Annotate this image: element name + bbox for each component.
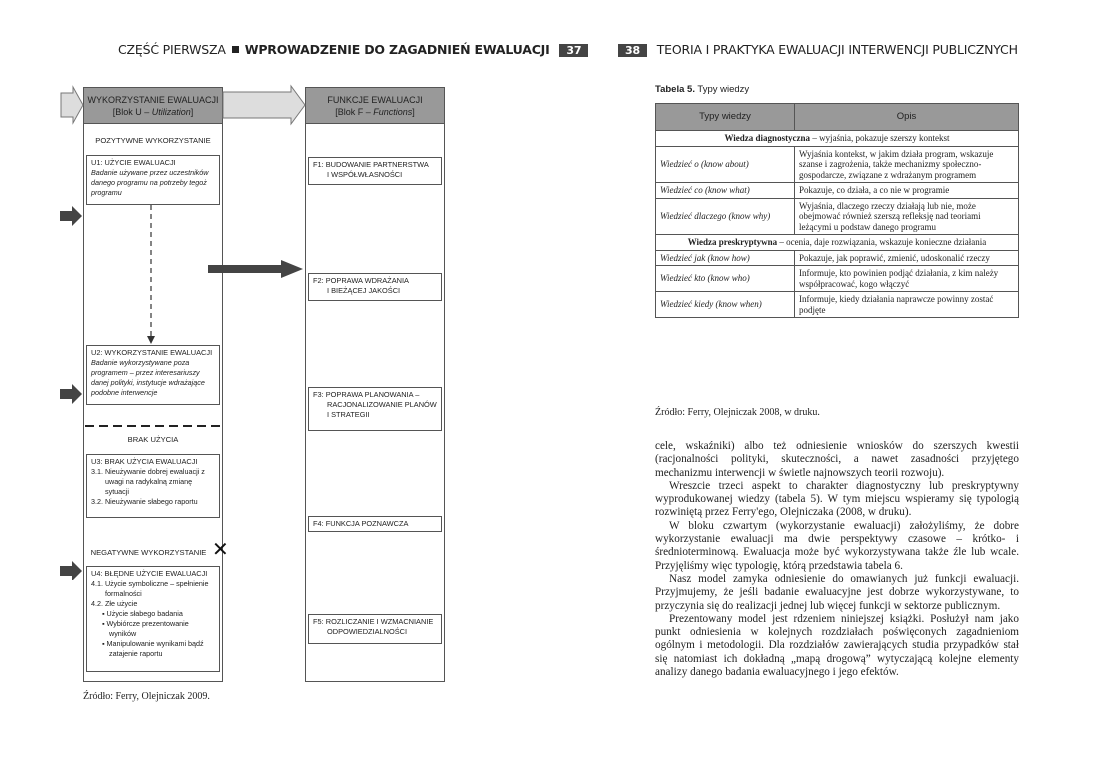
table-row	[656, 198, 1019, 235]
u4-title: U4: BŁĘDNE UŻYCIE EWALUACJI	[91, 569, 208, 578]
negative-use-label: NEGATYWNE WYKORZYSTANIE	[90, 548, 207, 557]
u1-box	[86, 155, 220, 205]
table-cell-type: Wiedzieć kto (know who)	[656, 266, 795, 292]
positive-use-label: POZYTYWNE WYKORZYSTANIE	[95, 136, 211, 145]
f3-line-3: I STRATEGII	[327, 410, 370, 419]
f1-box	[308, 157, 442, 185]
f2-box	[308, 273, 442, 301]
u1-title: U1: UŻYCIE EWALUACJI	[91, 158, 176, 167]
section-prescriptive: Wiedza preskryptywna – ocenia, daje rozwiązania, wskazuje konieczne działania	[656, 235, 1019, 251]
f1-line-1: F1: BUDOWANIE PARTNERSTWA	[313, 160, 429, 169]
table-cell-desc: Informuje, kto powinien podjąć działania, z kim należy współpracować, kogo włączyć	[795, 266, 1019, 292]
u3-item-2: 3.2. Nieużywanie słabego raportu	[91, 497, 198, 506]
table-section-row	[656, 131, 1019, 147]
table-cell-type: Wiedzieć o (know about)	[656, 146, 795, 183]
arrow-to-f2-icon	[208, 260, 303, 278]
book-title: TEORIA I PRAKTYKA EWALUACJI INTERWENCJI PUBLICZNYCH	[656, 42, 1018, 57]
table-cell-desc: Wyjaśnia, dlaczego rzeczy działają lub nie, może obejmować również szerszą refleksję nad teoriami leżącymi u podstaw danego programu	[795, 198, 1019, 235]
f2-line-2: I BIEŻĄCEJ JAKOŚCI	[327, 286, 401, 295]
dashed-arrowhead-icon	[147, 336, 155, 344]
u4-subitems	[91, 609, 215, 659]
section-diagnostic: Wiedza diagnostyczna – wyjaśnia, pokazuje szerszy kontekst	[656, 131, 1019, 147]
f4-line-1: F4: FUNKCJA POZNAWCZA	[313, 519, 409, 528]
table-cell-type: Wiedzieć kiedy (know when)	[656, 292, 795, 318]
paragraph: cele, wskaźniki) albo też odniesienie wniosków do szerszych kwestii (racjonalności polityki, skuteczności, a nawet zasadności przyjętego mechanizmu interwencji w świetle najnowszych teorii rozwoju).	[655, 440, 1019, 479]
table-caption-number: Tabela 5.	[655, 84, 695, 95]
u3-box	[86, 454, 220, 518]
paragraph: Wreszcie trzeci aspekt to charakter diagnostyczny lub preskryptywny wyprodukowanej wiedzy (tabela 5). W tym miejscu wspieramy się typologią rozwiniętą przez Ferry'ego, Olejniczaka (2008, w druku).	[655, 479, 1019, 519]
diagram-source: Źródło: Ferry, Olejniczak 2009.	[83, 691, 210, 702]
table-cell-desc: Wyjaśnia kontekst, w jakim działa program, wskazuje szanse i zagrożenia, także mechanizmy społeczno-gospodarcze, związane z wdrażanym programem	[795, 146, 1019, 183]
column-header: Opis	[795, 104, 1019, 131]
table-row	[656, 183, 1019, 199]
table-caption-text: Typy wiedzy	[694, 84, 750, 95]
page-number-37: 37	[559, 44, 588, 57]
u4-item-1: 4.1. Użycie symboliczne – spełnienie formalności	[91, 579, 209, 598]
u4-subitem: ▪ Manipulowanie wynikami bądź zatajenie raportu	[102, 639, 204, 658]
column-u-subtitle: [Blok U – Utilization]	[112, 107, 194, 117]
square-bullet-icon	[232, 46, 239, 53]
chapter-title: WPROWADZENIE DO ZAGADNIEŃ EWALUACJI	[244, 42, 550, 57]
paragraph: Nasz model zamyka odniesienie do omawianych już funkcji ewaluacji. Przyjmujemy, że jeśli badanie ewaluacyjne jest dobrze wykorzystywane, to przyczynia się do realizacji jednej lub więcej funkcji w sektorze publicznym.	[655, 572, 1019, 612]
table-row	[656, 250, 1019, 266]
u4-box	[86, 566, 220, 672]
body-text	[655, 440, 1019, 679]
f5-line-1: F5: ROZLICZANIE I WZMACNIANIE	[313, 617, 434, 626]
column-header: Typy wiedzy	[656, 104, 795, 131]
side-arrow-u1-icon	[60, 206, 82, 226]
u3-item-1: 3.1. Nieużywanie dobrej ewaluacji z uwagi na radykalną zmianę sytuacji	[91, 467, 205, 496]
table-cell-type: Wiedzieć co (know what)	[656, 183, 795, 199]
table-header-row	[656, 104, 1019, 131]
u2-description: Badanie wykorzystywane poza programem – przez interesariuszy danej polityki, instytucje wdrażające podobne interwencje	[91, 358, 205, 397]
knowledge-types-table	[655, 103, 1019, 318]
connector-arrow-icon	[223, 86, 305, 124]
table-row	[656, 292, 1019, 318]
x-mark-icon: ✕	[212, 539, 229, 561]
table-cell-desc: Pokazuje, co działa, a co nie w programie	[795, 183, 1019, 199]
table-row	[656, 266, 1019, 292]
paragraph: W bloku czwartym (wykorzystanie ewaluacji) założyliśmy, że dobre wykorzystanie ewaluacji ma dwie perspektywy czasowe – krótko- i średnioterminową. Ewaluacja może być wykorzystywana także źle lub wcale. Przyjęliśmy więc typologię, którą przedstawia tabela 6.	[655, 519, 1019, 572]
column-f-subtitle: [Blok F – Functions]	[335, 107, 415, 117]
f1-line-2: I WSPÓŁWŁASNOŚCI	[327, 170, 403, 179]
column-u-title: WYKORZYSTANIE EWALUACJI	[87, 95, 219, 105]
knowledge-types-table-wrap	[655, 103, 1019, 318]
right-running-header	[618, 42, 1018, 57]
part-label: CZĘŚĆ PIERWSZA	[118, 42, 226, 57]
f5-box	[308, 614, 442, 644]
side-arrow-u2-icon	[60, 384, 82, 404]
column-f-header	[305, 87, 445, 124]
no-use-label: BRAK UŻYCIA	[127, 435, 179, 444]
u1-description: Badanie używane przez uczestników danego programu na potrzeby tegoż programu	[91, 168, 209, 197]
table-section-row	[656, 235, 1019, 251]
f3-box	[308, 387, 442, 431]
table-row	[656, 146, 1019, 183]
side-arrow-u4-icon	[60, 561, 82, 580]
f3-line-2: RACJONALIZOWANIE PLANÓW	[327, 400, 437, 409]
table-caption	[655, 84, 749, 95]
table-cell-type: Wiedzieć jak (know how)	[656, 250, 795, 266]
column-f-title: FUNKCJE EWALUACJI	[327, 95, 423, 105]
f3-line-1: F3: POPRAWA PLANOWANIA –	[313, 390, 420, 399]
table-cell-desc: Pokazuje, jak poprawić, zmienić, udoskonalić rzeczy	[795, 250, 1019, 266]
paragraph: Prezentowany model jest rdzeniem niniejszej książki. Posłużył nam jako punkt odniesienia w kolejnych rozdziałach poświęconych zagadnieniom ogólnym i metodologii. Dla rozdziałów zawierających studia przypadków stał się natomiast ich dokładną „mapą drogową” wytyczającą kolejne elementy analizy danego badania ewaluacyjnego i jego efektów.	[655, 612, 1019, 679]
u3-title: U3: BRAK UŻYCIA EWALUACJI	[91, 457, 198, 466]
left-running-header	[118, 42, 588, 57]
entry-arrow-icon	[61, 87, 83, 123]
page-number-38: 38	[618, 44, 647, 57]
u4-subitem: ▪ Wybiórcze prezentowanie wyników	[102, 619, 189, 638]
table-source: Źródło: Ferry, Olejniczak 2008, w druku.	[655, 407, 820, 418]
f4-box	[308, 516, 442, 532]
table-cell-type: Wiedzieć dlaczego (know why)	[656, 198, 795, 235]
u2-title: U2: WYKORZYSTANIE EWALUACJI	[91, 348, 213, 357]
u2-box	[86, 345, 220, 405]
f2-line-1: F2: POPRAWA WDRAŻANIA	[313, 276, 409, 285]
table-cell-desc: Informuje, kiedy działania naprawcze powinny zostać podjęte	[795, 292, 1019, 318]
u4-subitem: ▪ Użycie słabego badania	[102, 609, 183, 618]
f5-line-2: ODPOWIEDZIALNOŚCI	[327, 627, 408, 636]
u4-item-2: 4.2. Złe użycie	[91, 599, 138, 608]
